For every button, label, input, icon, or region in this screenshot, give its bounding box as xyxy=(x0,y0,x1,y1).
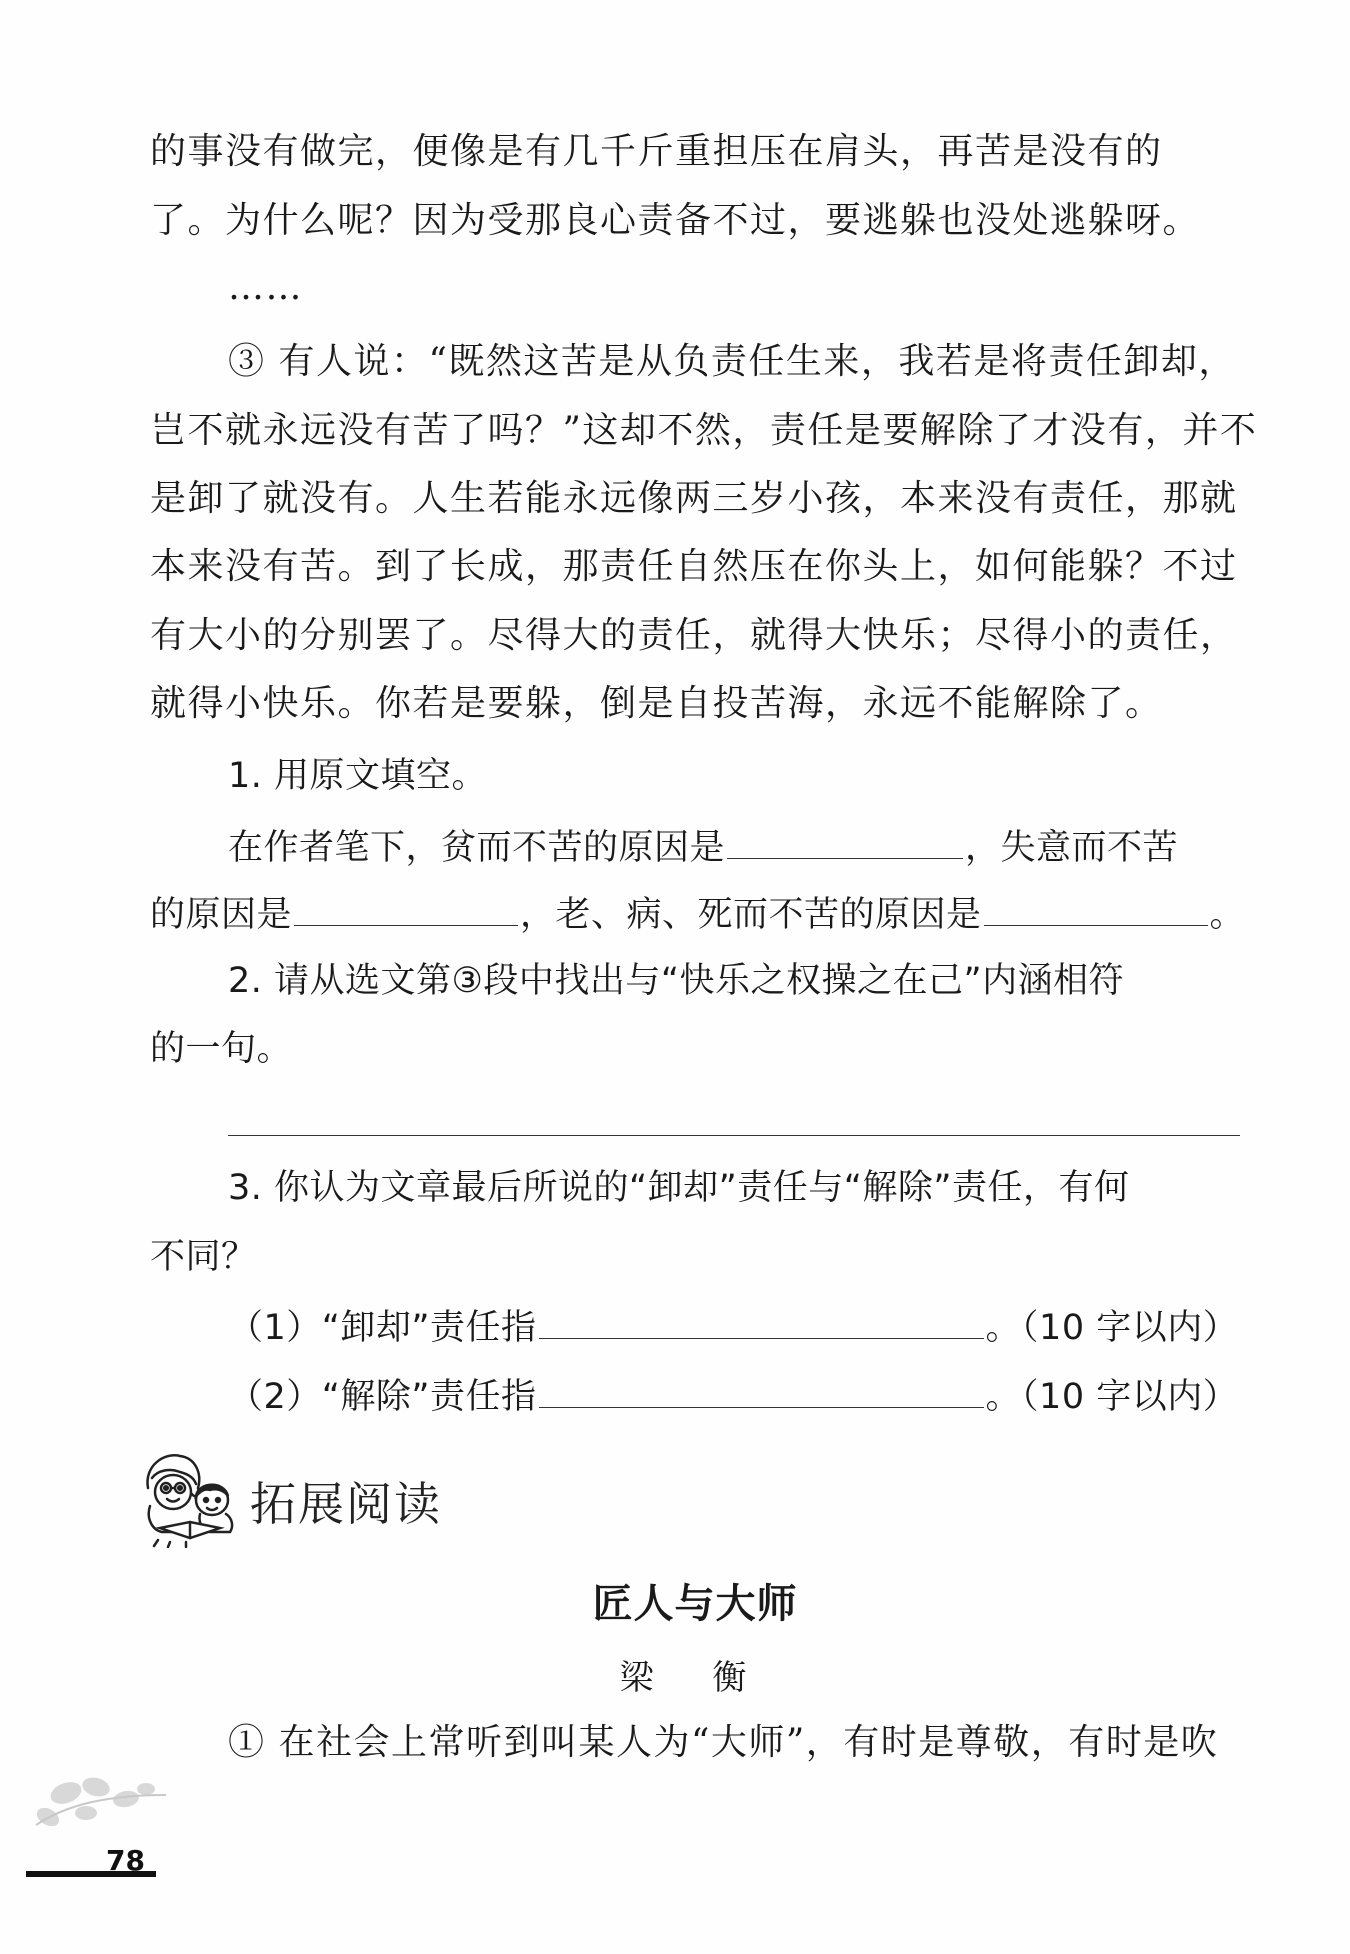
question-1-label: 1. 用原文填空。 xyxy=(228,756,488,796)
article-author: 梁 衡 xyxy=(619,1658,771,1698)
passage-line: 了。为什么呢？因为受那良心责备不过，要逃躲也没处逃躲呀。 xyxy=(150,200,1201,241)
question-3-sub1 xyxy=(228,1300,1242,1353)
ellipsis: …… xyxy=(228,267,303,308)
reading-kids-icon xyxy=(140,1448,250,1548)
q3-text: （2）“解除”责任指 xyxy=(228,1377,537,1417)
passage-line: 的事没有做完，便像是有几千斤重担压在肩头，再苦是没有的 xyxy=(150,131,1163,172)
question-2-line: 的一句。 xyxy=(150,1029,293,1069)
q1-text: 在作者笔下，贫而不苦的原因是 xyxy=(228,828,726,868)
q3-text: （1）“卸却”责任指 xyxy=(228,1308,537,1348)
q1-text: ，失意而不苦 xyxy=(965,828,1179,868)
extended-reading-header xyxy=(140,1448,540,1548)
question-3-sub2 xyxy=(228,1369,1242,1422)
answer-blank[interactable] xyxy=(294,887,518,926)
article-first-line: ① 在社会上常听到叫某人为“大师”，有时是尊敬，有时是吹 xyxy=(228,1722,1219,1763)
paragraph-line: 岂不就永远没有苦了吗？”这却不然，责任是要解除了才没有，并不 xyxy=(150,410,1258,451)
q3-text: 。（10 字以内） xyxy=(985,1377,1239,1417)
paragraph-line: 就得小快乐。你若是要躲，倒是自投苦海，永远不能解除了。 xyxy=(150,683,1163,724)
answer-blank[interactable] xyxy=(539,1300,984,1339)
answer-blank[interactable] xyxy=(727,820,963,859)
answer-blank[interactable] xyxy=(984,887,1208,926)
paragraph-line: 有大小的分别罢了。尽得大的责任，就得大快乐；尽得小的责任， xyxy=(150,615,1238,656)
question-2-line: 2. 请从选文第③段中找出与“快乐之权操之在己”内涵相符 xyxy=(228,961,1125,1001)
page-number: 78 xyxy=(106,1844,145,1877)
paragraph-line: 是卸了就没有。人生若能永远像两三岁小孩，本来没有责任，那就 xyxy=(150,478,1238,519)
q1-text: 。 xyxy=(1209,895,1246,935)
paragraph-line: ③ 有人说：“既然这苦是从负责任生来，我若是将责任卸却， xyxy=(228,341,1236,382)
q1-text: ，老、病、死而不苦的原因是 xyxy=(520,895,982,935)
question-3-line: 不同？ xyxy=(150,1237,257,1277)
q1-text: 的原因是 xyxy=(150,895,293,935)
q3-text: 。（10 字以内） xyxy=(985,1308,1239,1348)
question-3-line: 3. 你认为文章最后所说的“卸却”责任与“解除”责任，有何 xyxy=(228,1168,1130,1208)
leaf-decoration-icon xyxy=(26,1765,176,1845)
question-1-line xyxy=(150,887,1246,940)
article-title: 匠人与大师 xyxy=(592,1581,798,1627)
paragraph-line: 本来没有苦。到了长成，那责任自然压在你头上，如何能躲？不过 xyxy=(150,546,1238,587)
question-1-line xyxy=(228,820,1242,873)
answer-blank[interactable] xyxy=(539,1369,984,1408)
section-title: 拓展阅读 xyxy=(250,1477,442,1531)
answer-line[interactable] xyxy=(228,1135,1240,1136)
